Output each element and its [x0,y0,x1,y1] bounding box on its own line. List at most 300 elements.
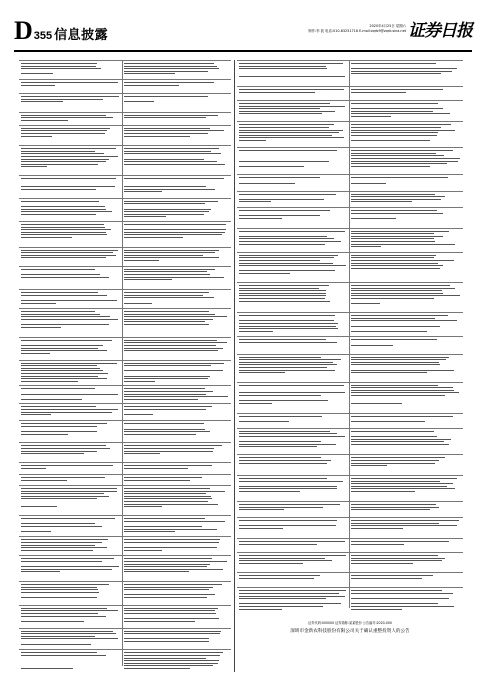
text-line [124,216,166,217]
text-line [124,453,160,454]
text-line [21,498,97,499]
text-line [21,229,111,230]
table-row [19,462,231,463]
text-line [124,274,210,275]
text-line [21,178,116,179]
text-line [351,132,438,133]
text-line [21,85,55,86]
text-line [239,328,338,329]
table-row [19,474,231,475]
text-line [239,263,333,264]
text-line [124,381,155,382]
text-line [21,136,52,137]
editor-contact: 制作:李 波 电话:010-83251716 E-mail:zqrb9@zqrb.sina.net [308,29,406,33]
text-line [21,608,107,609]
text-line [239,563,303,564]
text-line [239,598,326,599]
table-row [19,289,231,290]
text-line [239,596,345,597]
text-line [351,127,441,128]
text-line [351,113,450,114]
text-line [21,496,109,497]
table-row [237,538,463,539]
text-line [124,608,218,609]
text-line [21,63,97,64]
text-line [21,569,112,570]
text-line [351,504,436,505]
text-line [239,201,271,202]
text-line [124,550,162,551]
text-line [124,164,225,165]
text-line [124,518,205,519]
table-row [237,572,463,573]
text-line [239,315,335,316]
text-line [239,293,326,294]
text-line [124,370,223,371]
text-line [124,445,222,446]
text-line [351,263,438,264]
text-line [21,448,110,449]
text-line [351,359,446,360]
text-line [124,655,220,656]
text-line [351,385,438,386]
text-line [124,465,212,466]
text-line [21,644,91,645]
text-line [351,285,450,286]
text-line [21,531,51,532]
text-line [239,444,336,445]
text-line [21,365,97,366]
text-line [351,260,454,261]
text-line [21,426,97,427]
text-line [124,526,202,527]
text-line [21,159,109,160]
text-line [351,199,441,200]
text-line [124,542,219,543]
text-line [351,603,438,604]
text-line [21,206,105,207]
text-line [239,132,339,133]
text-line [124,504,218,505]
text-line [21,237,72,238]
text-line [351,357,449,358]
text-line [239,273,290,274]
text-line [239,199,324,200]
text-line [21,373,108,374]
text-line [351,541,449,542]
text-line [351,318,435,319]
table-row [237,552,463,553]
text-line [239,421,289,422]
text-line [124,394,206,395]
text-line [351,295,460,296]
text-line [124,391,213,392]
text-line [21,610,118,611]
text-line [124,211,209,212]
text-line [124,295,203,296]
text-line [124,641,209,642]
text-line [21,120,68,121]
text-line [351,246,381,247]
text-line [21,488,117,489]
text-line [21,465,113,466]
text-line [21,161,106,162]
text-line [239,488,337,489]
table-row [237,100,463,101]
text-line [21,584,109,585]
text-line [239,135,332,136]
page-number: 355 [33,30,53,42]
text-line [124,594,215,595]
text-line [124,618,219,619]
text-line [239,130,343,131]
text-line [351,486,447,487]
text-line [351,364,440,365]
text-line [21,561,102,562]
text-line [239,491,300,492]
text-line [21,319,118,320]
text-line [124,96,208,97]
text-line [124,434,196,435]
table-row [237,587,463,588]
text-line [21,234,107,235]
text-line [239,326,336,327]
text-line [239,385,344,386]
text-line [21,257,106,258]
text-line [239,339,326,340]
text-line [239,140,266,141]
text-line [239,541,345,542]
header-rule [14,50,472,52]
text-line [124,229,226,230]
text-line [351,111,433,112]
text-line [21,128,110,129]
text-line [21,370,103,371]
table-row [19,60,231,61]
text-line [239,342,337,343]
text-line [351,68,457,69]
text-line [21,130,107,131]
text-line [21,363,117,364]
text-line [239,560,332,561]
text-line [21,327,61,328]
text-line [124,319,213,320]
text-line [239,331,273,332]
text-line [239,606,323,607]
text-line [239,392,345,393]
text-line [351,331,427,332]
text-line [21,655,106,656]
text-line [351,507,439,508]
text-line [351,166,430,167]
text-line [124,214,204,215]
text-line [351,213,443,214]
text-line [21,345,103,346]
text-line [124,589,209,590]
text-line [124,363,224,364]
text-line [21,636,95,637]
text-line [351,293,443,294]
text-line [239,320,334,321]
text-line [124,148,219,149]
text-line [21,350,107,351]
text-line [351,598,449,599]
text-line [239,323,338,324]
text-line [124,85,179,86]
text-line [21,156,118,157]
text-line [351,463,435,464]
text-line [351,89,443,90]
text-line [21,166,47,167]
text-line [21,542,102,543]
text-line [124,506,162,507]
text-line [124,378,208,379]
text-line [239,486,337,487]
text-line [21,117,113,118]
table-row [19,515,231,516]
text-line [124,232,225,233]
table-row [237,174,463,175]
table-row [237,454,463,455]
text-line [124,493,206,494]
text-line [351,457,445,458]
text-line [124,292,209,293]
text-line [21,82,118,83]
text-line [351,560,442,561]
text-line [21,571,60,572]
text-line [239,301,330,302]
text-line [21,566,119,567]
text-line [21,399,82,400]
text-line [239,357,321,358]
text-line [21,550,93,551]
text-line [351,431,434,432]
text-line [124,350,218,351]
table-row [237,228,463,229]
text-line [21,101,63,102]
text-line [239,364,337,365]
text-line [21,340,112,341]
text-line [239,113,322,114]
text-line [21,224,104,225]
text-line [124,178,224,179]
text-line [21,277,109,278]
text-line [21,232,106,233]
text-line [239,161,329,162]
page-letter: D [14,16,33,45]
text-line [239,177,320,178]
text-line [239,270,335,271]
text-line [21,295,107,296]
text-line [351,303,380,304]
text-line [351,555,438,556]
text-line [351,73,441,74]
text-line [239,244,325,245]
text-line [21,616,106,617]
table-row [237,147,463,148]
table-row [237,413,463,414]
text-line [239,68,327,69]
notice-block [237,620,463,634]
text-line [21,378,107,379]
text-line [124,399,198,400]
text-line [124,409,206,410]
table-row [237,121,463,122]
text-line [21,423,107,424]
text-line [124,365,211,366]
text-line [124,237,183,238]
text-line [124,153,221,154]
text-line [124,431,210,432]
text-line [21,186,115,187]
text-line [239,431,330,432]
text-line [239,150,337,151]
text-line [239,255,338,256]
text-line [351,525,457,526]
text-line [351,290,442,291]
text-line [351,233,434,234]
text-line [21,209,106,210]
text-line [351,441,444,442]
text-line [124,396,228,397]
text-line [21,414,51,415]
text-line [239,460,331,461]
column-divider [234,60,235,672]
text-line [21,269,95,270]
text-line [239,528,283,529]
table-row [19,337,231,338]
text-line [21,148,116,149]
text-line [239,509,284,510]
text-line [239,359,341,360]
text-line [124,488,210,489]
text-line [239,63,343,64]
text-line [124,448,214,449]
text-line [21,409,118,410]
text-line [239,166,304,167]
text-line [21,480,67,481]
text-line [351,345,393,346]
text-line [124,531,175,532]
text-line [124,128,210,129]
text-line [124,388,205,389]
text-line [124,597,207,598]
text-line [351,63,436,64]
text-line [21,300,117,301]
text-line [21,587,97,588]
text-line [124,491,225,492]
text-line [239,603,341,604]
text-line [351,392,459,393]
text-line [239,183,295,184]
text-line [21,227,105,228]
text-line [124,279,172,280]
text-line [239,457,321,458]
text-line [239,395,321,396]
text-line [239,137,344,138]
text-line [239,257,334,258]
text-line [124,660,219,661]
text-line [124,186,206,187]
text-line [21,274,100,275]
table-row [19,385,231,386]
text-line [21,652,97,653]
text-line [239,372,285,373]
text-line [239,89,344,90]
text-line [124,203,205,204]
table-row [237,60,463,61]
text-line [124,429,205,430]
text-line [21,451,97,452]
text-line [124,631,221,632]
text-line [239,593,339,594]
text-line [239,504,340,505]
table-row [237,517,463,518]
text-line [124,414,153,415]
text-line [351,372,427,373]
text-line [351,575,433,576]
table-row [19,308,231,309]
text-line [239,260,320,261]
text-line [21,255,116,256]
text-line [124,477,202,478]
text-line [124,638,209,639]
table-row [237,501,463,502]
text-line [239,210,330,211]
text-line [124,269,215,270]
text-line [351,265,443,266]
text-line [351,218,396,219]
text-line [124,547,217,548]
text-line [21,394,118,395]
text-line [124,82,214,83]
text-line [21,453,84,454]
text-line [239,481,343,482]
text-line [351,71,452,72]
text-line [351,520,459,521]
text-line [351,488,455,489]
text-line [351,593,453,594]
text-line [124,161,217,162]
text-line [124,71,208,72]
text-line [351,362,439,363]
text-line [124,501,208,502]
text-line [21,545,95,546]
table-row [237,252,463,253]
text-line [124,539,220,540]
text-line [124,136,190,137]
text-line [124,130,224,131]
text-line [239,127,329,128]
text-line [124,68,219,69]
issue-meta [308,24,406,34]
text-line [239,124,334,125]
text-line [21,638,118,639]
text-line [124,303,152,304]
text-line [351,478,457,479]
text-line [21,381,78,382]
text-line [351,236,443,237]
text-line [351,563,413,564]
text-line [351,140,430,141]
text-line [124,255,203,256]
text-line [239,609,282,610]
text-line [351,163,447,164]
table-row [19,555,231,556]
text-line [351,177,448,178]
text-line [124,668,190,669]
text-line [21,324,109,325]
